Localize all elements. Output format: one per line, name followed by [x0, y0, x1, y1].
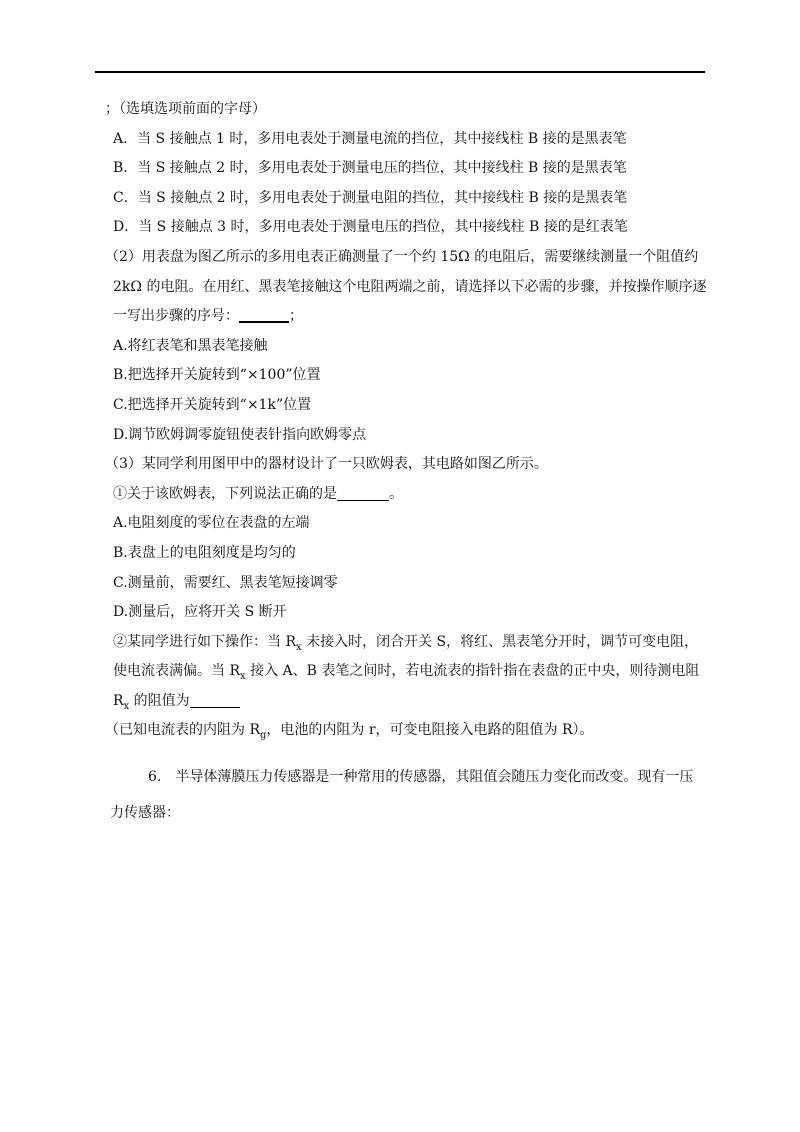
option-b	[113, 154, 713, 184]
step-2c	[113, 391, 713, 421]
option-3c	[113, 569, 713, 599]
question-6-text-2: 力传感器：	[110, 805, 180, 821]
question-3-2-text-3a: R	[113, 692, 124, 709]
option-3a	[113, 509, 713, 539]
step-2a-text: A.将红表笔和黑表笔接触	[113, 337, 268, 354]
step-2d-text: D.调节欧姆调零旋钮使表针指向欧姆零点	[113, 426, 367, 443]
question-3-2-text-1a: ②某同学进行如下操作：当 R	[113, 633, 296, 650]
option-c	[113, 184, 713, 214]
note-text-2: ，电池的内阻为 r，可变电阻接入电路的阻值为 R）。	[266, 722, 594, 739]
answer-blank-q3-2	[190, 691, 240, 708]
question-3-1-text: ①关于该欧姆表，下列说法正确的是	[113, 485, 337, 502]
answer-blank-q2	[239, 305, 289, 323]
step-2a	[113, 332, 713, 362]
header-rule	[95, 71, 705, 73]
step-2c-text: C.把选择开关旋转到“×1k”位置	[113, 396, 312, 413]
option-a-text: A．当 S 接触点 1 时，多用电表处于测量电流的挡位，其中接线柱 B 接的是黑表笔	[113, 130, 627, 147]
question-2-line-2	[113, 273, 713, 303]
question-3-2-line-1	[113, 628, 713, 658]
note-line	[105, 716, 713, 746]
option-d-text: D．当 S 接触点 3 时，多用电表处于测量电压的挡位，其中接线柱 B 接的是红表笔	[113, 219, 628, 236]
option-3b-text: B.表盘上的电阻刻度是均匀的	[113, 544, 296, 561]
option-3d-text: D.测量后，应将开关 S 断开	[113, 604, 287, 621]
question-3-2-line-2	[113, 657, 713, 687]
question-3-2-text-2b: 接入 A、B 表笔之间时，若电流表的指针指在表盘的正中央，则待测电阻	[245, 663, 700, 680]
option-3c-text: C.测量前，需要红、黑表笔短接调零	[113, 574, 338, 591]
question-2-text-2: 2kΩ 的电阻。在用红、黑表笔接触这个电阻两端之前，请选择以下必需的步骤，并按操作顺序逐	[113, 278, 707, 295]
question-3-1-end: 。	[389, 485, 403, 502]
question-3-1-line	[113, 480, 713, 510]
question-6-line-1	[148, 760, 708, 794]
question-2-text-3: 一写出步骤的序号：	[113, 308, 239, 325]
answer-hint-line	[105, 95, 713, 125]
question-3-2-line-3	[113, 687, 713, 717]
step-2b	[113, 361, 713, 391]
note-text-1: （已知电流表的内阻为 R	[105, 722, 260, 739]
option-a	[113, 125, 713, 155]
question-3-2-text-2a: 使电流表满偏。当 R	[113, 663, 240, 680]
answer-blank-q3-1	[337, 484, 389, 501]
question-content	[105, 95, 713, 746]
option-b-text: B．当 S 接触点 2 时，多用电表处于测量电压的挡位，其中接线柱 B 接的是黑表笔	[113, 160, 627, 177]
option-d	[113, 213, 713, 243]
option-3a-text: A.电阻刻度的零位在表盘的左端	[113, 515, 310, 532]
subscript-x: x	[240, 671, 246, 683]
option-3d	[113, 598, 713, 628]
subscript-g: g	[260, 730, 267, 742]
step-2d	[113, 421, 713, 451]
step-2b-text: B.把选择开关旋转到“×100”位置	[113, 367, 321, 384]
subscript-x: x	[296, 641, 302, 653]
question-2-text-1: （2）用表盘为图乙所示的多用电表正确测量了一个约 15Ω 的电阻后，需要继续测量一个阻值约	[105, 248, 699, 265]
question-3-2-text-3b: 的阻值为	[129, 692, 190, 709]
option-c-text: C．当 S 接触点 2 时，多用电表处于测量电阻的挡位，其中接线柱 B 接的是黑表笔	[113, 189, 628, 206]
question-3-text: （3）某同学利用图甲中的器材设计了一只欧姆表，其电路如图乙所示。	[105, 456, 548, 473]
question-2-line-1	[105, 243, 713, 273]
question-6-text-1: 6. 半导体薄膜压力传感器是一种常用的传感器，其阻值会随压力变化而改变。现有一压	[148, 769, 694, 785]
question-2-end: ；	[289, 308, 303, 325]
question-3-line	[105, 450, 713, 480]
answer-hint: ；（选填选项前面的字母）	[105, 101, 266, 117]
subscript-x: x	[123, 700, 130, 712]
question-3-2-text-1b: 未接入时，闭合开关 S，将红、黑表笔分开时，调节可变电阻，	[301, 633, 699, 650]
question-6-line-2	[110, 796, 180, 830]
option-3b	[113, 539, 713, 569]
question-2-line-3	[113, 302, 713, 332]
